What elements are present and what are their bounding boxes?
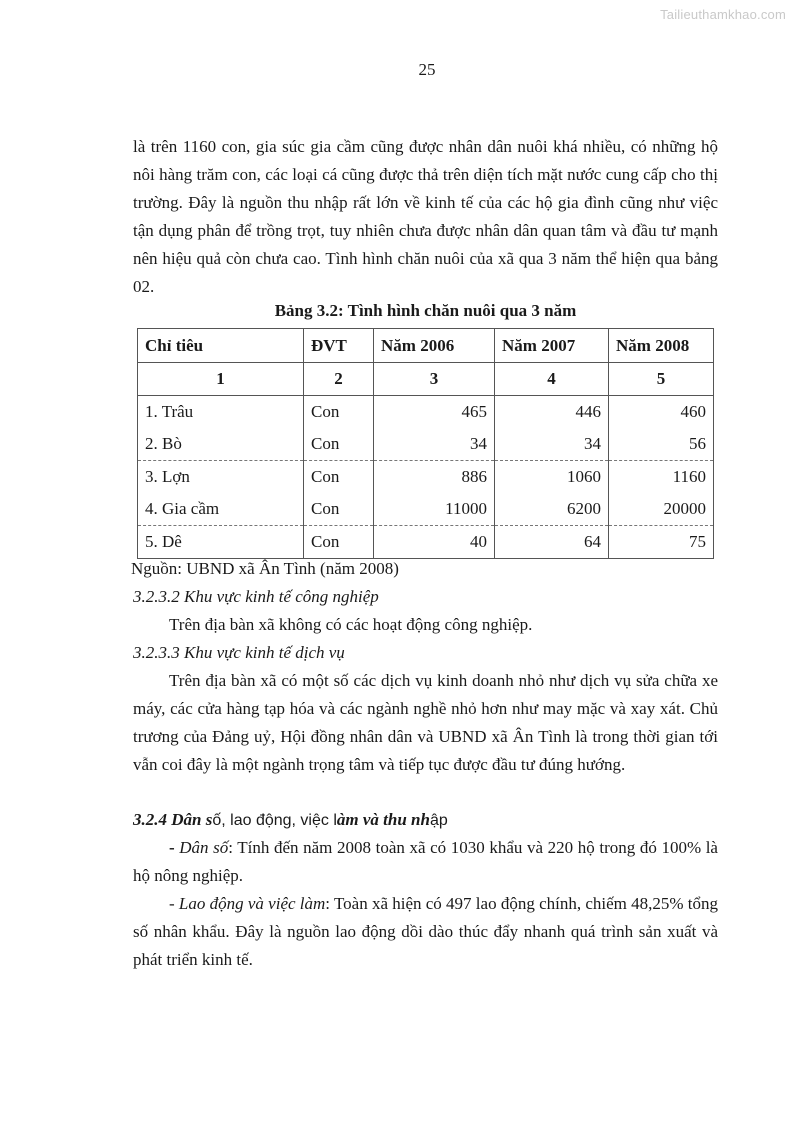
value-cell: 20000 — [609, 493, 714, 526]
table-header-row — [138, 329, 714, 363]
population-label: Dân số — [179, 838, 229, 857]
unit-cell: Con — [304, 493, 374, 526]
labor-text: : Toàn xã hiện có 497 lao động chính, chiếm 48,25% tổng số nhân khẩu. Đây là nguồn lao động dồi dào thúc đẩy nhanh quá trình sản xuất và phát triển kinh tế. — [133, 894, 719, 969]
heading-part: ố, lao động, việc l — [212, 812, 337, 829]
section-heading-services: 3.2.3.3 Khu vực kinh tế dịch vụ — [133, 643, 345, 662]
value-cell: 34 — [374, 428, 495, 461]
heading-part: 3.2.4 Dân s — [133, 810, 213, 829]
row-label: 2. Bò — [138, 428, 304, 461]
heading-part: àm và thu nh — [336, 810, 430, 829]
value-cell: 446 — [495, 396, 609, 429]
column-number: 5 — [609, 363, 714, 396]
header-cell: Chỉ tiêu — [138, 329, 304, 363]
unit-cell: Con — [304, 461, 374, 494]
page-number: 25 — [418, 60, 436, 79]
value-cell: 1160 — [609, 461, 714, 494]
unit-cell: Con — [304, 526, 374, 559]
column-number: 3 — [374, 363, 495, 396]
value-cell: 34 — [495, 428, 609, 461]
column-number-row — [138, 363, 714, 396]
table-row — [138, 428, 714, 461]
value-cell: 886 — [374, 461, 495, 494]
value-cell: 11000 — [374, 493, 495, 526]
unit-cell: Con — [304, 428, 374, 461]
table-row — [138, 526, 714, 559]
column-number: 2 — [304, 363, 374, 396]
header-cell: ĐVT — [304, 329, 374, 363]
row-label: 1. Trâu — [138, 396, 304, 429]
value-cell: 1060 — [495, 461, 609, 494]
header-cell: Năm 2008 — [609, 329, 714, 363]
row-label: 3. Lợn — [138, 461, 304, 494]
population-text: : Tính đến năm 2008 toàn xã có 1030 khẩu và 220 hộ trong đó 100% là hộ nông nghiệp. — [133, 838, 718, 885]
column-number: 1 — [138, 363, 304, 396]
table-caption: Bảng 3.2: Tình hình chăn nuôi qua 3 năm — [274, 301, 577, 320]
header-cell: Năm 2007 — [495, 329, 609, 363]
value-cell: 6200 — [495, 493, 609, 526]
services-paragraph: Trên địa bàn xã có một số các dịch vụ kinh doanh nhỏ như dịch vụ sửa chữa xe máy, các cửa hàng tạp hóa và các ngành nghề nhỏ hơn như may mặc và xay xát. Chủ trương của Đảng uỷ, Hội đồng nhân dân và UBND xã Ân Tình là trong thời gian tới vẫn coi đây là một ngành trọng tâm và tiếp tục được đầu tư đúng hướng. — [133, 671, 718, 774]
table-source: Nguồn: UBND xã Ân Tình (năm 2008) — [131, 559, 399, 578]
value-cell: 75 — [609, 526, 714, 559]
row-label: 4. Gia cầm — [138, 493, 304, 526]
table-row — [138, 461, 714, 494]
unit-cell: Con — [304, 396, 374, 429]
livestock-table — [137, 328, 714, 559]
value-cell: 460 — [609, 396, 714, 429]
column-number: 4 — [495, 363, 609, 396]
header-cell: Năm 2006 — [374, 329, 495, 363]
value-cell: 56 — [609, 428, 714, 461]
labor-paragraph: - Lao động và việc làm: Toàn xã hiện có 497 lao động chính, chiếm 48,25% tổng số nhân khẩu. Đây là nguồn lao động dồi dào thúc đẩy nhanh quá trình sản xuất và phát triển kinh tế. — [133, 894, 719, 969]
row-label: 5. Dê — [138, 526, 304, 559]
value-cell: 64 — [495, 526, 609, 559]
population-paragraph: - Dân số: Tính đến năm 2008 toàn xã có 1030 khẩu và 220 hộ trong đó 100% là hộ nông nghiệp. — [133, 838, 718, 885]
industry-text: Trên địa bàn xã không có các hoạt động công nghiệp. — [169, 615, 533, 634]
labor-label: Lao động và việc làm — [178, 894, 326, 913]
value-cell: 465 — [374, 396, 495, 429]
table-row — [138, 493, 714, 526]
value-cell: 40 — [374, 526, 495, 559]
heading-part: ập — [429, 812, 448, 829]
section-heading-industry: 3.2.3.2 Khu vực kinh tế công nghiệp — [133, 587, 379, 606]
section-heading-population — [133, 808, 718, 833]
intro-paragraph: là trên 1160 con, gia súc gia cầm cũng được nhân dân nuôi khá nhiều, có những hộ nôi hàng trăm con, các loại cá cũng được thả trên diện tích mặt nước cung cấp cho thị trường. Đây là nguồn thu nhập rất lớn về kinh tế của các hộ gia đình cũng như việc tận dụng phân để trồng trọt, tuy nhiên chưa được nhân dân quan tâm và đầu tư mạnh nên hiệu quả còn chưa cao. Tình hình chăn nuôi của xã qua 3 năm thể hiện qua bảng 02. — [133, 137, 718, 296]
watermark: Tailieuthamkhao.com — [660, 7, 786, 22]
table-row — [138, 396, 714, 429]
